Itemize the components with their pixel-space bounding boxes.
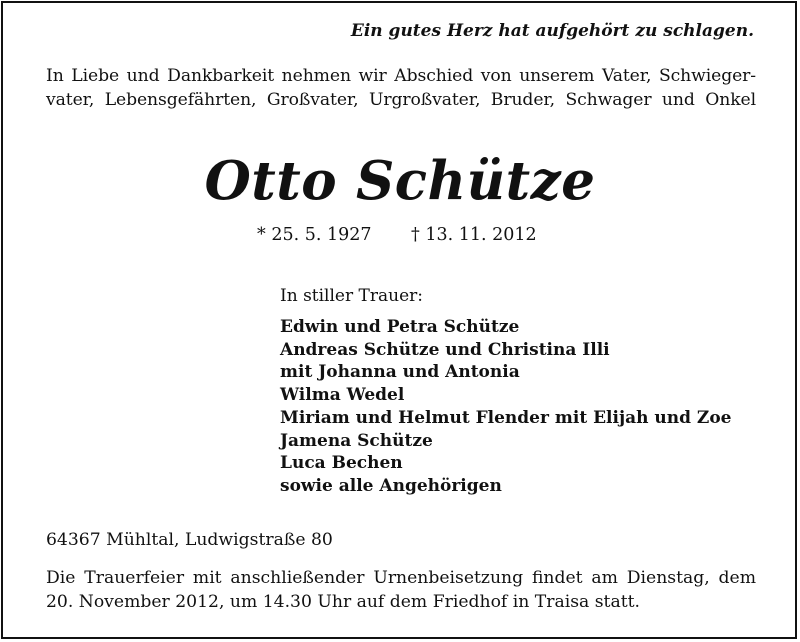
life-dates (0, 222, 800, 248)
mourner-entry: Andreas Schütze und Christina Illi (280, 339, 610, 360)
motto-text: Ein gutes Herz hat aufgehört zu schlagen. (350, 21, 754, 41)
mourner-entry: Edwin und Petra Schütze (280, 317, 520, 337)
intro-text (46, 64, 756, 112)
intro-line-2: vater, Lebensgefährten, Großvater, Urgroßvater, Bruder, Schwager und Onkel (46, 90, 756, 110)
mourners-block (280, 284, 780, 498)
mourners-list (280, 316, 780, 498)
mourner-entry: Jamena Schütze (280, 430, 433, 451)
deceased-name: Otto Schütze (204, 150, 596, 212)
family-address: 64367 Mühltal, Ludwigstraße 80 (46, 530, 333, 550)
funeral-info (46, 566, 756, 614)
mourner-entry: Luca Bechen (280, 453, 403, 474)
mourner-entry: Wilma Wedel (280, 385, 405, 406)
intro-line-1: In Liebe und Dankbarkeit nehmen wir Abschied von unserem Vater, Schwieger- (46, 66, 756, 86)
birth-date: * 25. 5. 1927 (257, 225, 372, 245)
mourners-heading: In stiller Trauer: (280, 286, 423, 306)
mourner-entry: Miriam und Helmut Flender mit Elijah und Zoe (280, 407, 732, 428)
funeral-line-2: 20. November 2012, um 14.30 Uhr auf dem Friedhof in Traisa statt. (46, 592, 640, 612)
death-date: † 13. 11. 2012 (411, 225, 537, 245)
mourner-entry: sowie alle Angehörigen (280, 475, 502, 496)
mourner-entry: mit Johanna und Antonia (280, 362, 520, 383)
funeral-line-1: Die Trauerfeier mit anschließender Urnenbeisetzung findet am Dienstag, dem (46, 568, 756, 588)
